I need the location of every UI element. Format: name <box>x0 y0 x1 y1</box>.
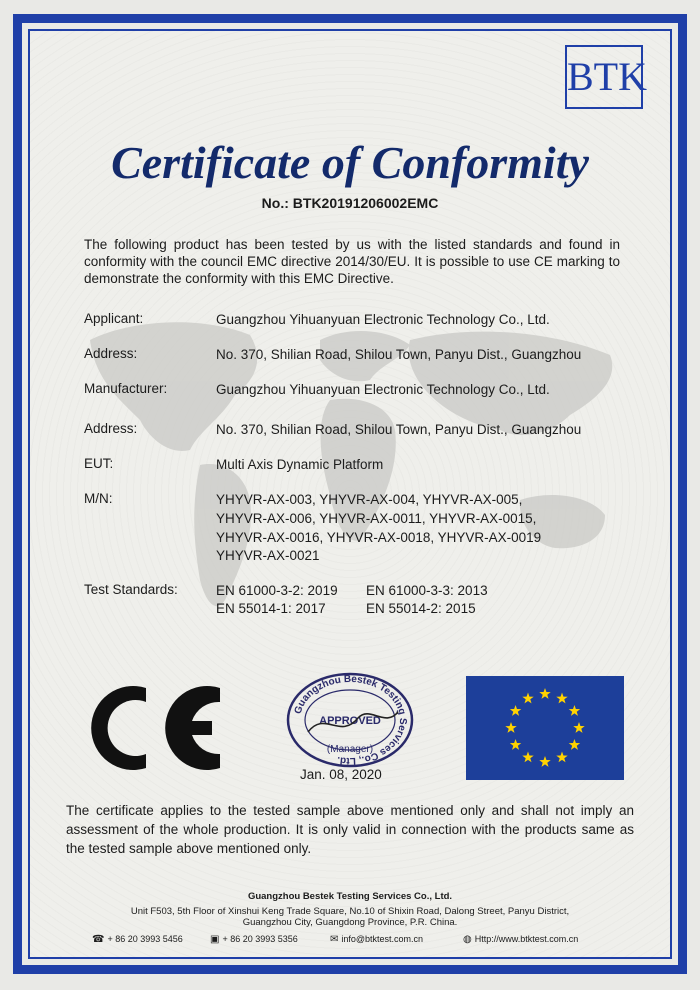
field-value-mn-2: YHYVR-AX-006, YHYVR-AX-0011, YHYVR-AX-0015, <box>216 511 537 526</box>
eu-star <box>522 751 533 762</box>
footer-address-line2: Guangzhou City, Guangdong Province, P.R. China. <box>242 917 458 928</box>
web-globe-icon: ◍ <box>463 934 472 945</box>
standard-1: EN 61000-3-2: 2019 <box>216 583 338 598</box>
footer-phone <box>92 934 183 945</box>
field-label-address: Address: <box>84 346 138 361</box>
disclaimer-paragraph: The certificate applies to the tested sample above mentioned only and shall not imply an assessment of the whole production. It is only valid in connection with the products same as the tested sample above mentioned only. <box>66 803 634 856</box>
email-icon: ✉ <box>330 934 339 945</box>
certificate-number: No.: BTK20191206002EMC <box>261 195 439 211</box>
phone-number: + 86 20 3993 5456 <box>107 934 183 944</box>
field-value-address: No. 370, Shilian Road, Shilou Town, Panyu Dist., Guangzhou <box>216 347 582 362</box>
footer-fax <box>210 934 298 945</box>
field-value-manufacturer: Guangzhou Yihuanyuan Electronic Technology Co., Ltd. <box>216 382 550 397</box>
fax-number: + 86 20 3993 5356 <box>222 934 298 944</box>
field-value-mn-4: YHYVR-AX-0021 <box>216 548 320 563</box>
stamp-approved: APPROVED <box>319 715 381 727</box>
certificate-title: Certificate of Conformity <box>111 137 589 188</box>
eu-star <box>539 688 550 699</box>
field-label-test-standards: Test Standards: <box>84 582 178 597</box>
logo-text: BTK <box>567 54 647 99</box>
footer-company: Guangzhou Bestek Testing Services Co., Ltd. <box>247 891 453 902</box>
footer-address-line1: Unit F503, 5th Floor of Xinshui Keng Trade Square, No.10 of Shixin Road, Dalong Street, Panyu District, <box>130 906 570 917</box>
eu-star <box>522 693 533 704</box>
footer-address <box>0 906 700 928</box>
eu-star <box>539 756 550 767</box>
approval-stamp <box>280 670 420 770</box>
eu-star <box>510 739 521 750</box>
field-value-mn-3: YHYVR-AX-0016, YHYVR-AX-0018, YHYVR-AX-0019 <box>216 530 542 545</box>
stamp-role: (Manager) <box>326 744 374 755</box>
web-address: Http://www.btktest.com.cn <box>474 934 579 944</box>
eu-star <box>505 722 516 733</box>
field-value-mn-1: YHYVR-AX-003, YHYVR-AX-004, YHYVR-AX-005, <box>216 492 523 507</box>
eu-flag-stars <box>466 676 624 780</box>
field-value-address-2: No. 370, Shilian Road, Shilou Town, Panyu Dist., Guangzhou <box>216 422 582 437</box>
standard-3: EN 61000-3-3: 2013 <box>366 583 488 598</box>
eu-star <box>556 693 567 704</box>
email-address: info@btktest.com.cn <box>341 934 424 944</box>
standard-4: EN 55014-2: 2015 <box>366 601 476 616</box>
footer-web <box>463 934 578 945</box>
field-value-applicant: Guangzhou Yihuanyuan Electronic Technology Co., Ltd. <box>216 312 550 327</box>
ce-mark <box>80 678 230 778</box>
fax-icon: ▣ <box>210 934 220 945</box>
eu-star <box>569 705 580 716</box>
field-label-applicant: Applicant: <box>84 311 144 326</box>
field-label-address-2: Address: <box>84 421 138 436</box>
intro-paragraph: The following product has been tested by us with the listed standards and found in conformity with the council EMC directive 2014/30/EU. It is possible to use CE marking to demonstrate the conformity with this EMC Directive. <box>84 237 620 286</box>
phone-icon: ☎ <box>92 934 105 945</box>
eu-flag <box>466 676 624 780</box>
btk-logo <box>565 45 647 109</box>
eu-star <box>569 739 580 750</box>
approval-date: Jan. 08, 2020 <box>300 767 382 782</box>
field-label-mn: M/N: <box>84 491 113 506</box>
stamp-ring-text: Guangzhou Bestek Testing Services Co., Ltd. <box>292 673 409 767</box>
field-value-eut: Multi Axis Dynamic Platform <box>216 457 384 472</box>
eu-star <box>556 751 567 762</box>
field-label-manufacturer: Manufacturer: <box>84 381 168 396</box>
footer-email <box>330 934 423 945</box>
standard-2: EN 55014-1: 2017 <box>216 601 326 616</box>
eu-star <box>573 722 584 733</box>
field-label-eut: EUT: <box>84 456 114 471</box>
eu-star <box>510 705 521 716</box>
